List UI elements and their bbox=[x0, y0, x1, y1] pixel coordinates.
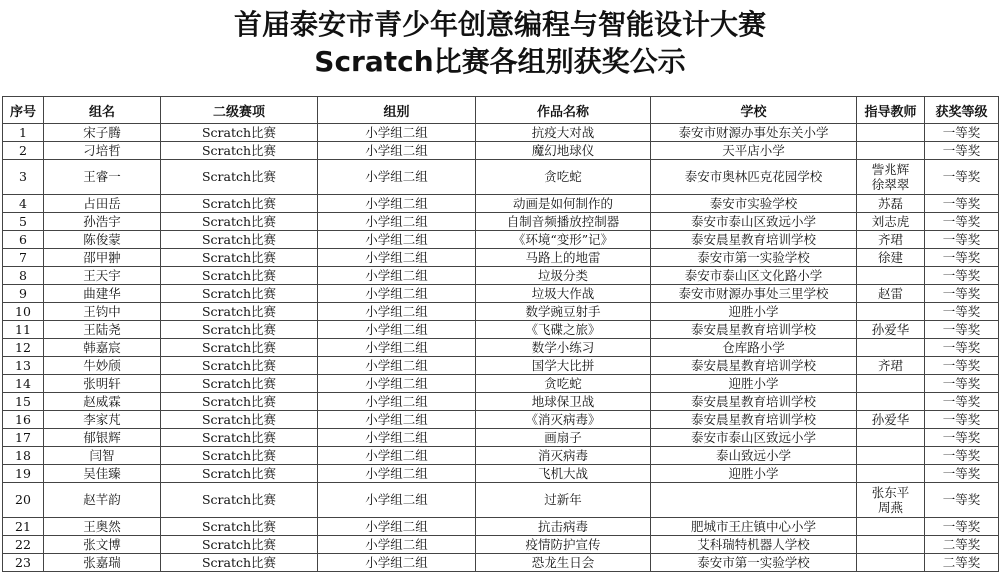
cell-award: 一等奖 bbox=[925, 411, 999, 429]
cell-group-name: 赵威霖 bbox=[44, 393, 161, 411]
cell-division: 小学组二组 bbox=[318, 142, 476, 160]
cell-group-name: 宋子腾 bbox=[44, 124, 161, 142]
cell-work-title: 自制音频播放控制器 bbox=[476, 213, 651, 231]
header-teacher: 指导教师 bbox=[857, 97, 925, 124]
cell-teacher: 苏磊 bbox=[857, 195, 925, 213]
cell-school: 肥城市王庄镇中心小学 bbox=[651, 518, 857, 536]
cell-sub-event: Scratch比赛 bbox=[161, 267, 318, 285]
cell-teacher bbox=[857, 124, 925, 142]
cell-sub-event: Scratch比赛 bbox=[161, 160, 318, 195]
cell-work-title: 抗疫大对战 bbox=[476, 124, 651, 142]
cell-sub-event: Scratch比赛 bbox=[161, 213, 318, 231]
cell-school: 天平店小学 bbox=[651, 142, 857, 160]
cell-division: 小学组二组 bbox=[318, 465, 476, 483]
cell-division: 小学组二组 bbox=[318, 375, 476, 393]
cell-work-title: 贪吃蛇 bbox=[476, 375, 651, 393]
cell-school: 迎胜小学 bbox=[651, 465, 857, 483]
cell-division: 小学组二组 bbox=[318, 518, 476, 536]
cell-teacher: 訾兆辉 徐翠翠 bbox=[857, 160, 925, 195]
cell-teacher: 刘志虎 bbox=[857, 213, 925, 231]
cell-award: 一等奖 bbox=[925, 142, 999, 160]
cell-work-title: 《飞碟之旅》 bbox=[476, 321, 651, 339]
cell-index: 13 bbox=[3, 357, 44, 375]
cell-teacher bbox=[857, 554, 925, 572]
cell-group-name: 郁银辉 bbox=[44, 429, 161, 447]
cell-sub-event: Scratch比赛 bbox=[161, 249, 318, 267]
cell-group-name: 王睿一 bbox=[44, 160, 161, 195]
cell-division: 小学组二组 bbox=[318, 160, 476, 195]
header-school: 学校 bbox=[651, 97, 857, 124]
table-row bbox=[3, 303, 999, 321]
cell-work-title: 马路上的地雷 bbox=[476, 249, 651, 267]
cell-teacher: 齐珺 bbox=[857, 231, 925, 249]
cell-work-title: 贪吃蛇 bbox=[476, 160, 651, 195]
cell-award: 一等奖 bbox=[925, 267, 999, 285]
cell-group-name: 王钧中 bbox=[44, 303, 161, 321]
cell-work-title: 恐龙生日会 bbox=[476, 554, 651, 572]
table-row bbox=[3, 536, 999, 554]
cell-school: 泰安市财源办事处东关小学 bbox=[651, 124, 857, 142]
cell-award: 二等奖 bbox=[925, 536, 999, 554]
cell-school: 泰山致远小学 bbox=[651, 447, 857, 465]
header-group-name: 组名 bbox=[44, 97, 161, 124]
cell-index: 9 bbox=[3, 285, 44, 303]
cell-school: 泰安市第一实验学校 bbox=[651, 249, 857, 267]
table-row bbox=[3, 554, 999, 572]
cell-school: 泰安市实验学校 bbox=[651, 195, 857, 213]
cell-division: 小学组二组 bbox=[318, 393, 476, 411]
table-row bbox=[3, 339, 999, 357]
table-row bbox=[3, 447, 999, 465]
cell-teacher: 赵雷 bbox=[857, 285, 925, 303]
cell-division: 小学组二组 bbox=[318, 357, 476, 375]
cell-division: 小学组二组 bbox=[318, 267, 476, 285]
cell-school: 泰安市泰山区致远小学 bbox=[651, 429, 857, 447]
cell-award: 一等奖 bbox=[925, 393, 999, 411]
cell-school: 泰安晨星教育培训学校 bbox=[651, 321, 857, 339]
cell-division: 小学组二组 bbox=[318, 213, 476, 231]
cell-sub-event: Scratch比赛 bbox=[161, 393, 318, 411]
cell-group-name: 张文博 bbox=[44, 536, 161, 554]
cell-group-name: 李家芃 bbox=[44, 411, 161, 429]
cell-index: 19 bbox=[3, 465, 44, 483]
cell-index: 12 bbox=[3, 339, 44, 357]
cell-sub-event: Scratch比赛 bbox=[161, 429, 318, 447]
cell-sub-event: Scratch比赛 bbox=[161, 339, 318, 357]
cell-index: 15 bbox=[3, 393, 44, 411]
cell-teacher bbox=[857, 393, 925, 411]
cell-sub-event: Scratch比赛 bbox=[161, 483, 318, 518]
cell-sub-event: Scratch比赛 bbox=[161, 195, 318, 213]
cell-division: 小学组二组 bbox=[318, 554, 476, 572]
cell-index: 8 bbox=[3, 267, 44, 285]
cell-teacher bbox=[857, 267, 925, 285]
table-row bbox=[3, 285, 999, 303]
cell-index: 6 bbox=[3, 231, 44, 249]
cell-award: 一等奖 bbox=[925, 321, 999, 339]
table-row bbox=[3, 321, 999, 339]
cell-award: 一等奖 bbox=[925, 375, 999, 393]
cell-division: 小学组二组 bbox=[318, 124, 476, 142]
cell-work-title: 动画是如何制作的 bbox=[476, 195, 651, 213]
cell-group-name: 王陆尧 bbox=[44, 321, 161, 339]
cell-index: 16 bbox=[3, 411, 44, 429]
cell-group-name: 王天宇 bbox=[44, 267, 161, 285]
cell-index: 1 bbox=[3, 124, 44, 142]
header-award: 获奖等级 bbox=[925, 97, 999, 124]
cell-work-title: 画扇子 bbox=[476, 429, 651, 447]
cell-work-title: 飞机大战 bbox=[476, 465, 651, 483]
cell-group-name: 张嘉瑞 bbox=[44, 554, 161, 572]
cell-school: 泰安晨星教育培训学校 bbox=[651, 411, 857, 429]
awards-table bbox=[2, 96, 999, 572]
cell-work-title: 魔幻地球仪 bbox=[476, 142, 651, 160]
header-division: 组别 bbox=[318, 97, 476, 124]
cell-teacher bbox=[857, 375, 925, 393]
cell-index: 14 bbox=[3, 375, 44, 393]
cell-award: 一等奖 bbox=[925, 465, 999, 483]
cell-award: 一等奖 bbox=[925, 518, 999, 536]
cell-award: 一等奖 bbox=[925, 303, 999, 321]
cell-work-title: 地球保卫战 bbox=[476, 393, 651, 411]
cell-work-title: 垃圾大作战 bbox=[476, 285, 651, 303]
table-row bbox=[3, 124, 999, 142]
cell-work-title: 数学豌豆射手 bbox=[476, 303, 651, 321]
cell-school: 泰安晨星教育培训学校 bbox=[651, 357, 857, 375]
cell-division: 小学组二组 bbox=[318, 303, 476, 321]
cell-sub-event: Scratch比赛 bbox=[161, 518, 318, 536]
header-work-title: 作品名称 bbox=[476, 97, 651, 124]
cell-group-name: 刁培哲 bbox=[44, 142, 161, 160]
table-row bbox=[3, 357, 999, 375]
cell-index: 20 bbox=[3, 483, 44, 518]
cell-index: 21 bbox=[3, 518, 44, 536]
cell-sub-event: Scratch比赛 bbox=[161, 303, 318, 321]
cell-award: 一等奖 bbox=[925, 357, 999, 375]
table-header-row bbox=[3, 97, 999, 124]
table-row bbox=[3, 483, 999, 518]
cell-school: 仓库路小学 bbox=[651, 339, 857, 357]
cell-teacher bbox=[857, 465, 925, 483]
cell-group-name: 吴佳臻 bbox=[44, 465, 161, 483]
cell-group-name: 邵甲翀 bbox=[44, 249, 161, 267]
cell-index: 23 bbox=[3, 554, 44, 572]
cell-award: 一等奖 bbox=[925, 249, 999, 267]
page-title: 首届泰安市青少年创意编程与智能设计大赛 bbox=[233, 8, 766, 41]
cell-group-name: 占田岳 bbox=[44, 195, 161, 213]
cell-sub-event: Scratch比赛 bbox=[161, 231, 318, 249]
cell-school: 泰安市第一实验学校 bbox=[651, 554, 857, 572]
cell-sub-event: Scratch比赛 bbox=[161, 554, 318, 572]
table-row bbox=[3, 411, 999, 429]
cell-division: 小学组二组 bbox=[318, 447, 476, 465]
cell-group-name: 陈俊蒙 bbox=[44, 231, 161, 249]
cell-work-title: 抗击病毒 bbox=[476, 518, 651, 536]
cell-sub-event: Scratch比赛 bbox=[161, 447, 318, 465]
cell-school: 泰安市财源办事处三里学校 bbox=[651, 285, 857, 303]
cell-teacher bbox=[857, 142, 925, 160]
cell-school: 泰安晨星教育培训学校 bbox=[651, 393, 857, 411]
cell-sub-event: Scratch比赛 bbox=[161, 465, 318, 483]
cell-award: 一等奖 bbox=[925, 447, 999, 465]
cell-division: 小学组二组 bbox=[318, 339, 476, 357]
cell-division: 小学组二组 bbox=[318, 231, 476, 249]
table-row bbox=[3, 465, 999, 483]
cell-school: 泰安市泰山区文化路小学 bbox=[651, 267, 857, 285]
cell-index: 5 bbox=[3, 213, 44, 231]
cell-work-title: 《消灭病毒》 bbox=[476, 411, 651, 429]
cell-teacher: 孙爱华 bbox=[857, 321, 925, 339]
cell-group-name: 韩嘉宸 bbox=[44, 339, 161, 357]
cell-sub-event: Scratch比赛 bbox=[161, 124, 318, 142]
cell-school: 迎胜小学 bbox=[651, 303, 857, 321]
cell-award: 一等奖 bbox=[925, 160, 999, 195]
cell-sub-event: Scratch比赛 bbox=[161, 536, 318, 554]
cell-school: 艾科瑞特机器人学校 bbox=[651, 536, 857, 554]
cell-index: 10 bbox=[3, 303, 44, 321]
table-row bbox=[3, 195, 999, 213]
table-row bbox=[3, 213, 999, 231]
cell-sub-event: Scratch比赛 bbox=[161, 285, 318, 303]
table-row bbox=[3, 429, 999, 447]
cell-index: 2 bbox=[3, 142, 44, 160]
cell-award: 一等奖 bbox=[925, 124, 999, 142]
cell-work-title: 《环境“变形”记》 bbox=[476, 231, 651, 249]
cell-sub-event: Scratch比赛 bbox=[161, 321, 318, 339]
cell-work-title: 消灭病毒 bbox=[476, 447, 651, 465]
header-index: 序号 bbox=[3, 97, 44, 124]
cell-index: 7 bbox=[3, 249, 44, 267]
cell-group-name: 闫智 bbox=[44, 447, 161, 465]
cell-award: 一等奖 bbox=[925, 195, 999, 213]
cell-division: 小学组二组 bbox=[318, 536, 476, 554]
table-row bbox=[3, 160, 999, 195]
cell-work-title: 国学大比拼 bbox=[476, 357, 651, 375]
cell-teacher bbox=[857, 429, 925, 447]
cell-division: 小学组二组 bbox=[318, 483, 476, 518]
header-sub-event: 二级赛项 bbox=[161, 97, 318, 124]
cell-group-name: 曲建华 bbox=[44, 285, 161, 303]
cell-index: 17 bbox=[3, 429, 44, 447]
cell-teacher bbox=[857, 518, 925, 536]
cell-work-title: 疫情防护宣传 bbox=[476, 536, 651, 554]
cell-group-name: 张明轩 bbox=[44, 375, 161, 393]
cell-division: 小学组二组 bbox=[318, 321, 476, 339]
table-row bbox=[3, 375, 999, 393]
cell-index: 18 bbox=[3, 447, 44, 465]
cell-division: 小学组二组 bbox=[318, 285, 476, 303]
cell-teacher bbox=[857, 303, 925, 321]
table-row bbox=[3, 249, 999, 267]
table-row bbox=[3, 231, 999, 249]
cell-division: 小学组二组 bbox=[318, 249, 476, 267]
cell-teacher bbox=[857, 447, 925, 465]
cell-award: 一等奖 bbox=[925, 285, 999, 303]
cell-group-name: 赵芊韵 bbox=[44, 483, 161, 518]
cell-index: 4 bbox=[3, 195, 44, 213]
table-row bbox=[3, 142, 999, 160]
cell-index: 11 bbox=[3, 321, 44, 339]
cell-award: 一等奖 bbox=[925, 213, 999, 231]
cell-school: 泰安市奥林匹克花园学校 bbox=[651, 160, 857, 195]
cell-teacher bbox=[857, 536, 925, 554]
table-row bbox=[3, 393, 999, 411]
cell-index: 22 bbox=[3, 536, 44, 554]
table-row bbox=[3, 267, 999, 285]
table-row bbox=[3, 518, 999, 536]
cell-sub-event: Scratch比赛 bbox=[161, 142, 318, 160]
cell-school: 泰安晨星教育培训学校 bbox=[651, 231, 857, 249]
cell-work-title: 垃圾分类 bbox=[476, 267, 651, 285]
page-subtitle: Scratch比赛各组别获奖公示 bbox=[314, 45, 686, 78]
cell-school: 迎胜小学 bbox=[651, 375, 857, 393]
cell-award: 一等奖 bbox=[925, 483, 999, 518]
cell-teacher bbox=[857, 339, 925, 357]
cell-school bbox=[651, 483, 857, 518]
cell-group-name: 王奥然 bbox=[44, 518, 161, 536]
cell-award: 一等奖 bbox=[925, 339, 999, 357]
cell-work-title: 数学小练习 bbox=[476, 339, 651, 357]
cell-group-name: 孙浩宇 bbox=[44, 213, 161, 231]
cell-index: 3 bbox=[3, 160, 44, 195]
cell-school: 泰安市泰山区致远小学 bbox=[651, 213, 857, 231]
cell-award: 一等奖 bbox=[925, 231, 999, 249]
cell-award: 二等奖 bbox=[925, 554, 999, 572]
cell-work-title: 过新年 bbox=[476, 483, 651, 518]
cell-sub-event: Scratch比赛 bbox=[161, 411, 318, 429]
cell-teacher: 张东平 周燕 bbox=[857, 483, 925, 518]
cell-division: 小学组二组 bbox=[318, 195, 476, 213]
cell-division: 小学组二组 bbox=[318, 411, 476, 429]
cell-sub-event: Scratch比赛 bbox=[161, 375, 318, 393]
cell-division: 小学组二组 bbox=[318, 429, 476, 447]
cell-teacher: 徐建 bbox=[857, 249, 925, 267]
cell-sub-event: Scratch比赛 bbox=[161, 357, 318, 375]
cell-teacher: 齐珺 bbox=[857, 357, 925, 375]
cell-group-name: 牛妙颀 bbox=[44, 357, 161, 375]
cell-teacher: 孙爱华 bbox=[857, 411, 925, 429]
cell-award: 一等奖 bbox=[925, 429, 999, 447]
